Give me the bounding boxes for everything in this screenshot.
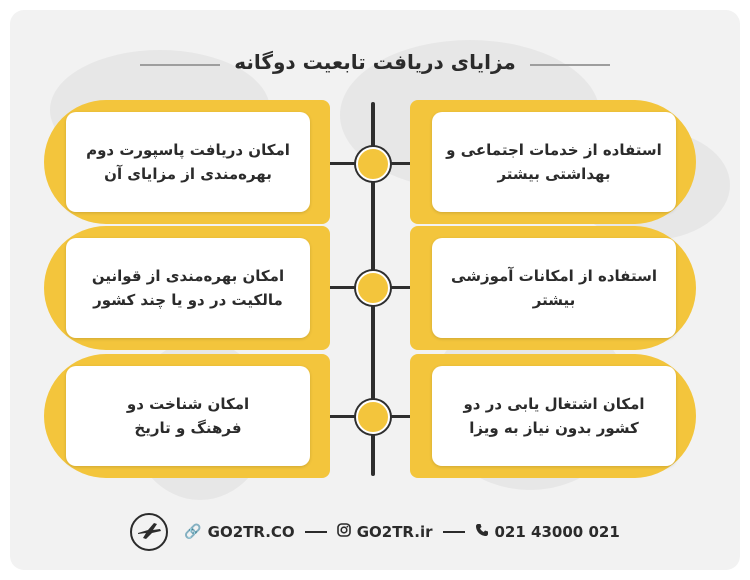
benefit-card	[44, 100, 330, 224]
instagram-text: GO2TR.ir	[356, 523, 433, 541]
phone-icon	[475, 523, 489, 541]
benefit-card-body	[66, 112, 310, 212]
benefit-card-body	[66, 366, 310, 466]
benefit-card	[410, 100, 696, 224]
website-text: GO2TR.CO	[207, 523, 295, 541]
benefit-card	[410, 354, 696, 478]
benefit-text: استفاده از امکانات آموزشی بیشتر	[451, 267, 657, 309]
instagram-icon	[337, 523, 351, 541]
timeline-dot	[356, 271, 390, 305]
benefit-card	[44, 354, 330, 478]
separator	[443, 531, 465, 533]
instagram-link[interactable]	[337, 523, 433, 541]
benefit-card-body	[432, 366, 676, 466]
benefit-card-body	[66, 238, 310, 338]
benefit-text: امکان اشتغال یابی در دو کشور بدون نیاز به ویزا	[463, 395, 645, 437]
airplane-logo-icon	[130, 513, 168, 551]
website-link[interactable]	[184, 523, 294, 541]
phone-text: 021 43000 021	[494, 523, 620, 541]
benefit-text: امکان شناخت دو فرهنگ و تاریخ	[126, 395, 250, 437]
benefit-text: استفاده از خدمات اجتماعی و بهداشتی بیشتر	[446, 141, 662, 183]
benefit-card	[410, 226, 696, 350]
footer	[0, 520, 750, 544]
timeline-dot	[356, 147, 390, 181]
separator	[305, 531, 327, 533]
phone-link[interactable]	[475, 523, 620, 541]
link-icon: 🔗	[184, 524, 202, 540]
benefit-card-body	[432, 238, 676, 338]
page-title: مزایای دریافت تابعیت دوگانه	[234, 50, 516, 74]
benefit-card	[44, 226, 330, 350]
benefit-text: امکان بهره‌مندی از قوانین مالکیت در دو یا چند کشور	[91, 267, 285, 309]
benefit-card-body	[432, 112, 676, 212]
timeline-dot	[356, 400, 390, 434]
benefit-text: امکان دریافت پاسپورت دوم بهره‌مندی از مزایای آن	[86, 141, 290, 183]
